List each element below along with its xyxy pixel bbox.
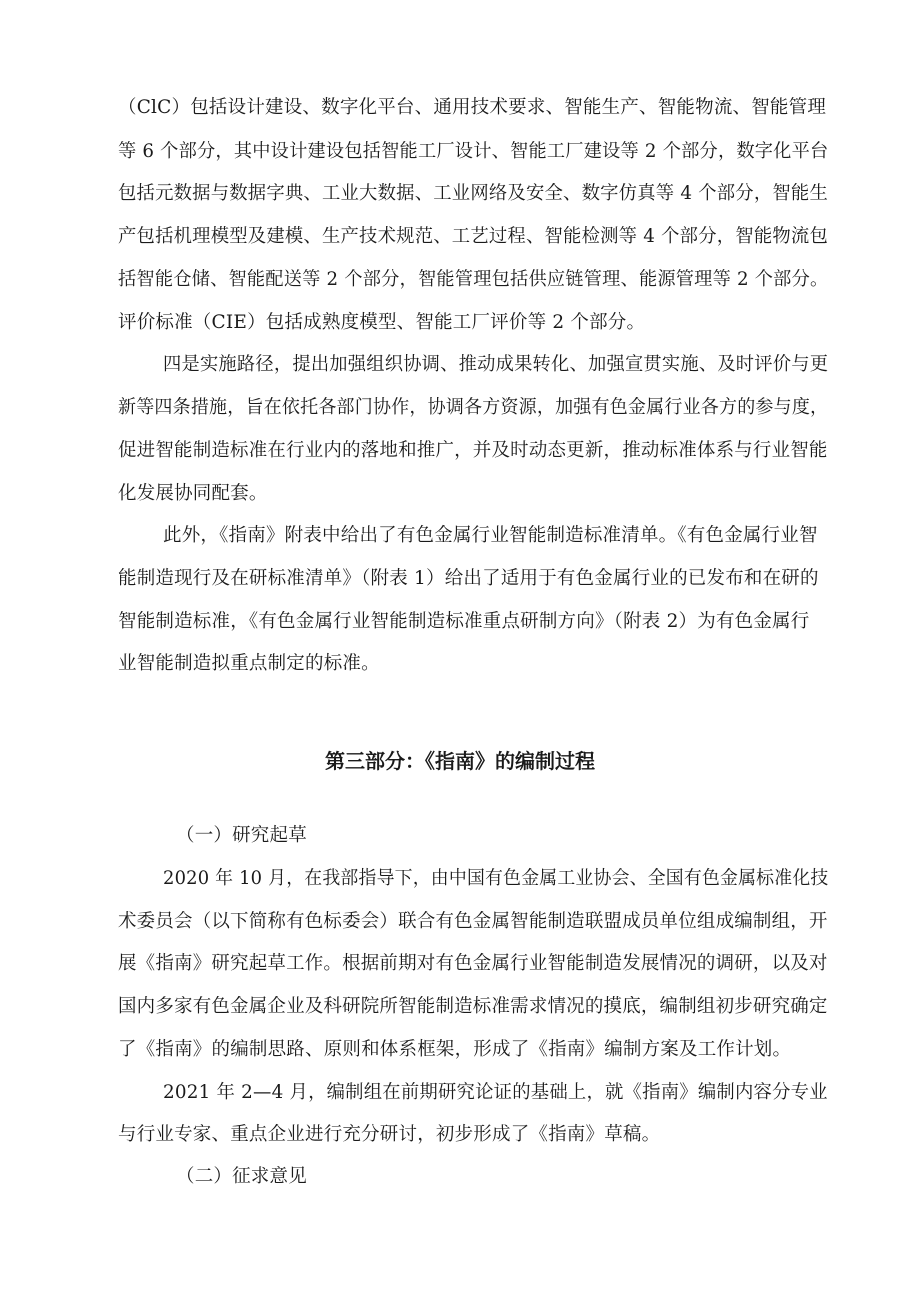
- text-line: （ClC）包括设计建设、数字化平台、通用技术要求、智能生产、智能物流、智能管理: [118, 97, 827, 118]
- subsection-heading: （一）研究起草: [176, 825, 307, 846]
- text-line: 促进智能制造标准在行业内的落地和推广，并及时动态更新，推动标准体系与行业智能: [118, 440, 828, 461]
- text-line: 2020 年 10 月，在我部指导下，由中国有色金属工业协会、全国有色金属标准化技: [163, 868, 829, 889]
- section-heading: 第三部分：《指南》的编制过程: [325, 749, 595, 773]
- text-line: 与行业专家、重点企业进行充分研讨，初步形成了《指南》草稿。: [118, 1124, 661, 1145]
- text-line: 新等四条措施，旨在依托各部门协作，协调各方资源，加强有色金属行业各方的参与度，: [118, 397, 829, 418]
- text-line: 2021 年 2—4 月，编制组在前期研究论证的基础上，就《指南》编制内容分专业: [163, 1082, 828, 1103]
- text-line: 评价标准（CIE）包括成熟度模型、智能工厂评价等 2 个部分。: [118, 312, 646, 333]
- text-line: 展《指南》研究起草工作。根据前期对有色金属行业智能制造发展情况的调研，以及对: [118, 953, 828, 974]
- text-line: 能制造现行及在研标准清单》（附表 1）给出了适用于有色金属行业的已发布和在研的: [118, 568, 819, 589]
- text-line: 化发展协同配套。: [118, 483, 268, 504]
- text-line: 产包括机理模型及建模、生产技术规范、工艺过程、智能检测等 4 个部分，智能物流包: [118, 226, 829, 247]
- text-line: 包括元数据与数据字典、工业大数据、工业网络及安全、数字仿真等 4 个部分，智能生: [118, 183, 829, 204]
- text-line: 术委员会（以下简称有色标委会）联合有色金属智能制造联盟成员单位组成编制组，开: [118, 911, 828, 932]
- text-line: 括智能仓储、智能配送等 2 个部分，智能管理包括供应链管理、能源管理等 2 个部分。: [118, 269, 829, 290]
- text-line: 此外，《指南》附表中给出了有色金属行业智能制造标准清单。《有色金属行业智: [163, 525, 818, 546]
- text-line: 智能制造标准，《有色金属行业智能制造标准重点研制方向》（附表 2）为有色金属行: [118, 611, 810, 632]
- text-line: 了《指南》的编制思路、原则和体系框架，形成了《指南》编制方案及工作计划。: [118, 1039, 792, 1060]
- text-line: 国内多家有色金属企业及科研院所智能制造标准需求情况的摸底，编制组初步研究确定: [118, 996, 828, 1017]
- text-line: 四是实施路径，提出加强组织协调、推动成果转化、加强宣贯实施、及时评价与更: [163, 354, 829, 375]
- text-line: 业智能制造拟重点制定的标准。: [118, 653, 380, 674]
- text-line: 等 6 个部分，其中设计建设包括智能工厂设计、智能工厂建设等 2 个部分，数字化平台: [118, 141, 829, 162]
- subsection-heading: （二）征求意见: [176, 1166, 307, 1187]
